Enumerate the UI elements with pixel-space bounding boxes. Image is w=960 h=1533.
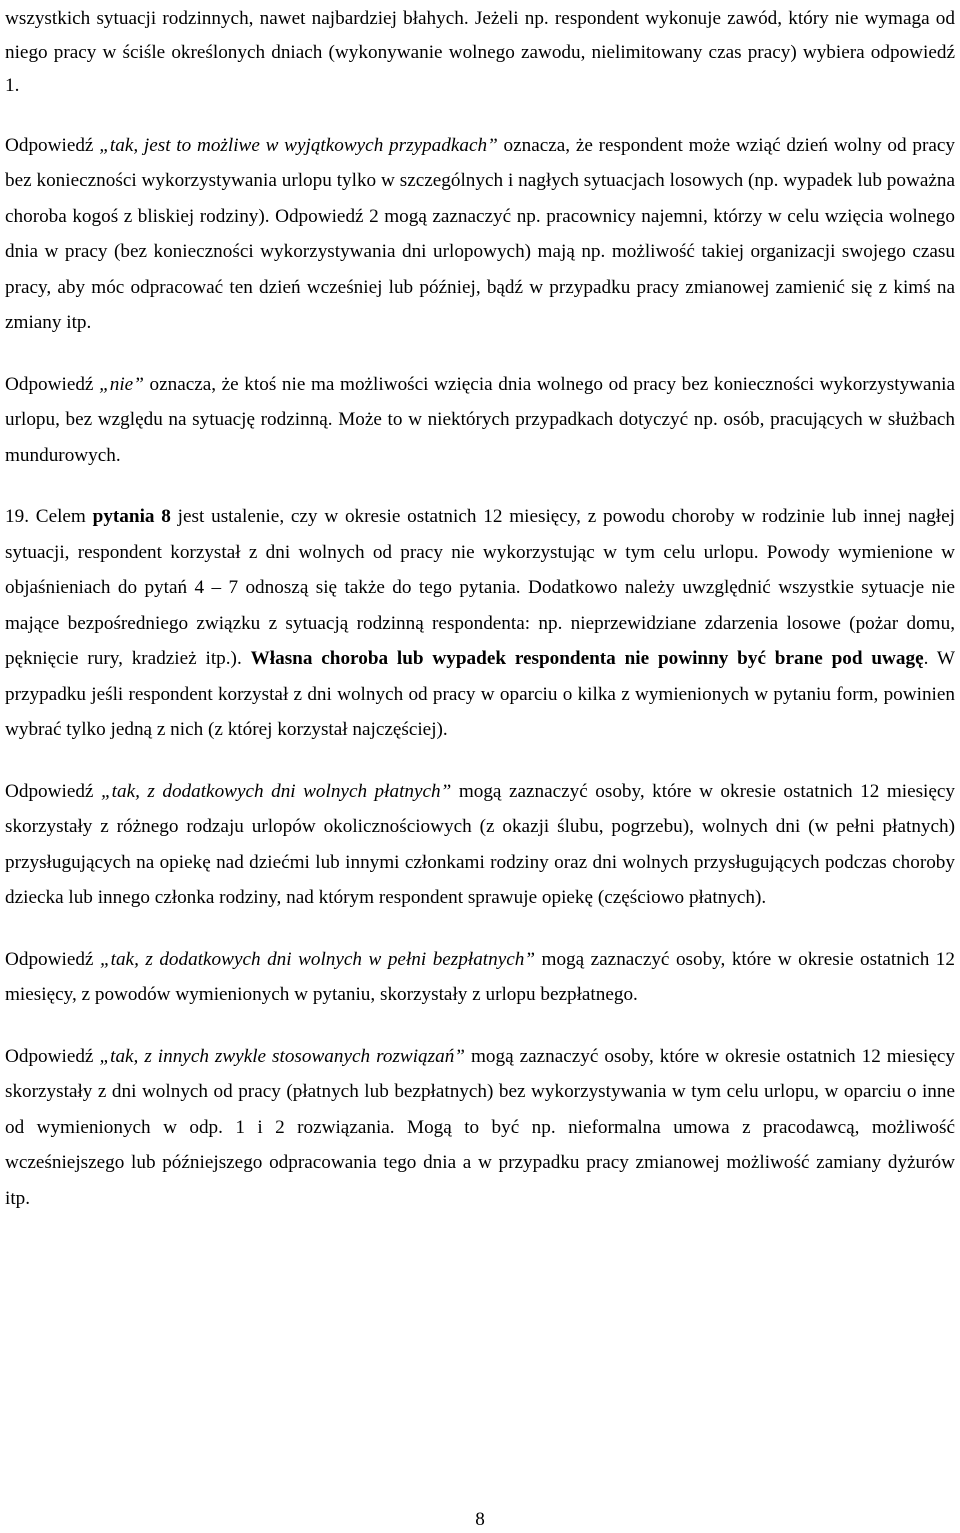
text-run: Odpowiedź: [5, 1045, 100, 1067]
text-run: Odpowiedź: [5, 948, 100, 970]
text-run: Odpowiedź: [5, 780, 101, 802]
bold-text: Własna choroba lub wypadek respondenta nie powinny być brane pod uwagę: [250, 648, 924, 669]
text-run: mogą zaznaczyć osoby, które w okresie ostatnich 12 miesięcy, z powodów wymienionych w pytaniu, skorzystały z urlopu bezpłatnego.: [5, 948, 955, 1005]
bold-text: pytania 8: [92, 506, 171, 527]
text-run: mogą zaznaczyć osoby, które w okresie ostatnich 12 miesięcy skorzystały z dni wolnych od pracy (płatnych lub bezpłatnych) bez wykorzystywania w tym celu urlopu, w oparciu o inne od wymienionych w odp. 1 i 2 rozwiązania. Mogą to być np. nieformalna umowa z pracodawcą, możliwość wcześniejszego lub późniejszego odpracowania tego dnia a w przypadku pracy zmianowej możliwość zamiany dyżurów itp.: [5, 1045, 956, 1209]
text-run: oznacza, że respondent może wziąć dzień wolny od pracy bez konieczności wykorzystywania urlopu tylko w szczególnych i nagłych sytuacjach losowych (np. wypadek lub poważna choroba kogoś z bliskiej rodziny). Odpowiedź 2 mogą zaznaczyć np. pracownicy najemni, którzy w celu wzięcia wolnego dnia w pracy (bez konieczności wykorzystywania dni urlopowych) mają np. możliwość takiej organizacji swojego czasu pracy, aby móc odpracować ten dzień wcześniej lub później, bądź w przypadku pracy zmianowej zamienić się z kimś na zmiany itp.: [5, 134, 955, 333]
page-number: 8: [475, 1509, 485, 1530]
italic-answer-text: „tak, z innych zwykle stosowanych rozwiązań”: [99, 1045, 465, 1067]
paragraph-1: [5, 2, 955, 103]
paragraph-3: [5, 367, 955, 474]
text-run: wszystkich sytuacji rodzinnych, nawet najbardziej błahych. Jeżeli np. respondent wykonuje zawód, który nie wymaga od niego pracy w ściśle określonych dniach (wykonywanie wolnego zawodu, nielimitowany czas pracy) wybiera odpowiedź 1.: [5, 8, 955, 96]
text-run: Odpowiedź: [5, 134, 100, 156]
text-run: . W przypadku jeśli respondent korzystał z dni wolnych od pracy w oparciu o kilka z wymienionych w pytaniu form, powinien wybrać tylko jedną z nich (z której korzystał najczęściej).: [5, 648, 956, 740]
italic-answer-text: „nie”: [99, 373, 144, 395]
paragraph-4: [5, 499, 955, 748]
text-run: mogą zaznaczyć osoby, które w okresie ostatnich 12 miesięcy skorzystały z różnego rodzaju urlopów okolicznościowych (z okazji ślubu, pogrzebu), wolnych dni (w pełni płatnych) przysługujących na opiekę nad dziećmi lub innymi członkami rodziny oraz dni wolnych przysługujących podczas choroby dziecka lub innego członka rodziny, nad którym respondent sprawuje opiekę (częściowo płatnych).: [5, 780, 956, 908]
text-run: 19. Celem: [5, 506, 93, 527]
italic-answer-text: „tak, jest to możliwe w wyjątkowych przypadkach”: [99, 134, 498, 156]
paragraph-6: [5, 942, 955, 1013]
italic-answer-text: „tak, z dodatkowych dni wolnych w pełni bezpłatnych”: [99, 948, 536, 970]
paragraph-2: [5, 128, 955, 341]
paragraph-7: [5, 1039, 955, 1217]
text-run: jest ustalenie, czy w okresie ostatnich 12 miesięcy, z powodu choroby w rodzinie lub innej nagłej sytuacji, respondent korzystał z dni wolnych od pracy nie wykorzystując w tym celu urlopu. Powody wymienione w objaśnieniach do pytań 4 – 7 odnoszą się także do tego pytania. Dodatkowo należy uwzględnić wszystkie sytuacje nie mające bezpośredniego związku z sytuacją rodzinną respondenta: np. nieprzewidziane zdarzenia losowe (pożar domu, pęknięcie rury, kradzież itp.).: [5, 506, 955, 669]
italic-answer-text: „tak, z dodatkowych dni wolnych płatnych”: [100, 780, 452, 802]
text-run: Odpowiedź: [5, 373, 100, 395]
text-run: oznacza, że ktoś nie ma możliwości wzięcia dnia wolnego od pracy bez konieczności wykorzystywania urlopu, bez względu na sytuację rodzinną. Może to w niektórych przypadkach dotyczyć np. osób, pracujących w służbach mundurowych.: [5, 373, 956, 466]
document-body: [5, 2, 955, 1242]
paragraph-5: [5, 774, 955, 916]
